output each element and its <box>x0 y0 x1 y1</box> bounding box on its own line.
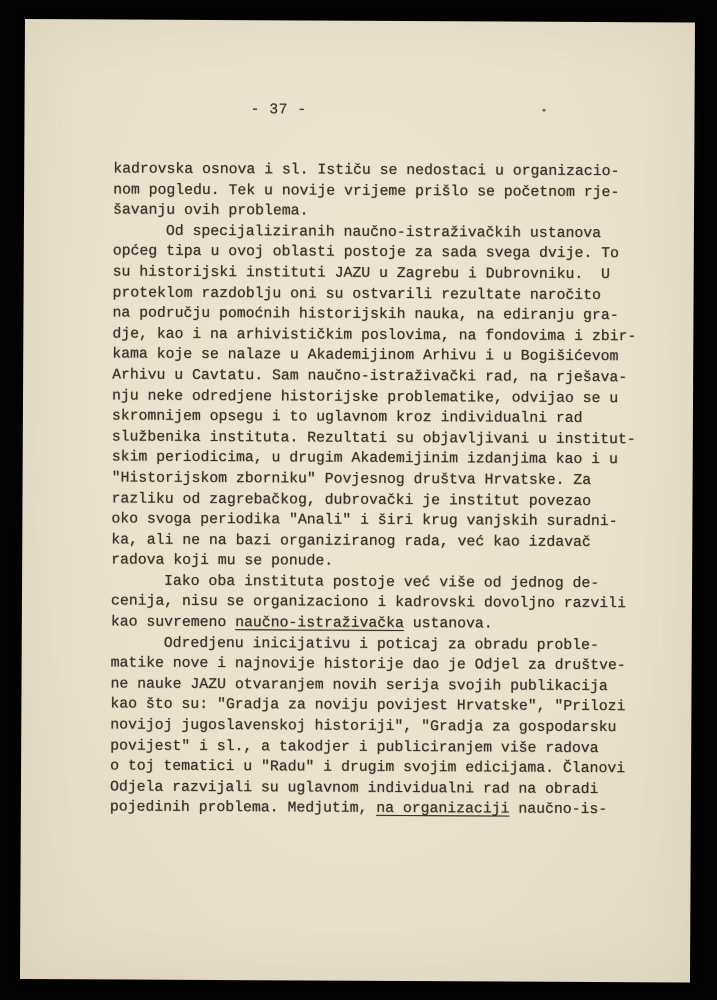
text-segment: novijoj jugoslavenskoj historiji", "Gradja za gospodarsku <box>110 717 617 737</box>
page-number: - 37 - <box>250 102 307 119</box>
text-segment: na području pomoćnih historijskih nauka, na ediranju gra- <box>112 305 619 325</box>
text-segment: Od specijaliziranih naučno-istraživačkih ustanova <box>165 223 602 242</box>
text-segment: pojedinih problema. Medjutim, <box>109 799 377 818</box>
text-line <box>113 283 658 306</box>
text-line <box>113 180 658 203</box>
underlined-text: na organizaciji <box>376 801 510 818</box>
text-segment: povijest" i sl., a takodjer i publiciranjem više radova <box>110 738 599 757</box>
text-line <box>110 798 655 821</box>
text-segment: dje, kao i na arhivističkim poslovima, na fondovima i zbir- <box>112 326 637 345</box>
text-segment: skim periodicima, u drugim Akademijinim izdanjima kao i u <box>111 449 618 469</box>
text-line <box>113 262 658 285</box>
text-segment: kadrovska osnova i sl. Ističu se nedostaci u organizacio- <box>113 161 620 181</box>
text-line <box>111 551 656 574</box>
text-line <box>110 674 655 697</box>
text-line <box>111 633 656 656</box>
text-segment: su historijski instituti JAZU u Zagrebu i Dubrovniku. U <box>112 264 610 284</box>
text-segment: "Historijskom zborniku" Povjesnog društva Hrvatske. Za <box>111 470 592 489</box>
text-segment: Odjela razvijali su uglavnom individualni rad na obradi <box>109 779 599 798</box>
text-segment: ustanova. <box>403 616 493 633</box>
text-segment: nom pogledu. Tek u novije vrijeme prišlo se početnom rje- <box>113 182 620 201</box>
text-segment: oko svoga periodika "Anali" i širi krug vanjskih suradni- <box>111 511 618 531</box>
text-line <box>112 365 657 388</box>
text-segment: proteklom razdoblju oni su ostvarili rezultate naročito <box>112 285 601 304</box>
text-line <box>112 448 657 471</box>
text-segment: kama koje se nalaze u Akademijinom Arhivu i u Bogišićevom <box>112 346 619 366</box>
text-line <box>111 654 656 677</box>
text-line <box>110 736 655 759</box>
text-line <box>113 159 658 182</box>
text-line <box>111 530 656 553</box>
text-segment: ka, ali ne na bazi organiziranog rada, već kao izdavač <box>111 532 591 551</box>
text-line <box>112 304 657 327</box>
text-segment: Iako oba instituta postoje već više od jednog de- <box>164 573 600 592</box>
text-line <box>112 386 657 409</box>
text-line <box>111 571 656 594</box>
text-segment: šavanju ovih problema. <box>112 202 309 220</box>
text-segment: službenika instituta. Rezultati su objavljivani u institut- <box>111 429 636 448</box>
text-segment: Arhivu u Cavtatu. Sam naučno-istraživački rad, na rješava- <box>112 367 628 387</box>
text-line <box>111 613 656 636</box>
page-body <box>110 159 658 821</box>
text-line <box>112 345 657 368</box>
document-page <box>20 19 695 982</box>
text-segment: matike nove i najnovije historije dao je Odjel za društve- <box>110 655 626 675</box>
text-line <box>111 510 656 533</box>
paper-speck <box>543 109 546 112</box>
text-segment: radova koji mu se ponude. <box>111 552 334 570</box>
text-line <box>110 757 655 780</box>
underlined-text: naučno-istraživačka <box>235 615 404 633</box>
text-line <box>113 242 658 265</box>
text-line <box>112 324 657 347</box>
text-segment: skromnijem opsegu i to uglavnom kroz individualni rad <box>111 408 583 428</box>
text-line <box>113 221 658 244</box>
text-line <box>112 407 657 430</box>
text-segment: naučno-is- <box>509 801 608 819</box>
text-line <box>112 427 657 450</box>
text-line <box>111 592 656 615</box>
text-segment: o toj tematici u "Radu" i drugim svojim edicijama. Članovi <box>110 758 626 778</box>
text-segment: cenija, nisu se organizaciono i kadrovski dovoljno razvili <box>110 593 626 613</box>
text-line <box>110 695 655 718</box>
text-line <box>113 201 658 224</box>
text-segment: kao suvremeno <box>110 614 236 632</box>
text-segment: ne nauke JAZU otvaranjem novih serija svojih publikacija <box>110 676 608 695</box>
text-segment: Odredjenu inicijativu i poticaj za obradu proble- <box>163 635 599 654</box>
text-line <box>112 468 657 491</box>
text-segment: općeg tipa u ovoj oblasti postoje za sada svega dvije. To <box>112 243 619 263</box>
text-segment: nju neke odredjene historijske problematike, odvijao se u <box>111 387 619 407</box>
text-segment: kao što su: "Gradja za noviju povijest Hrvatske", "Prilozi <box>110 696 626 716</box>
text-line <box>111 489 656 512</box>
text-line <box>110 777 655 800</box>
text-segment: razliku od zagrebačkog, dubrovački je institut povezao <box>111 490 592 510</box>
text-line <box>110 715 655 738</box>
